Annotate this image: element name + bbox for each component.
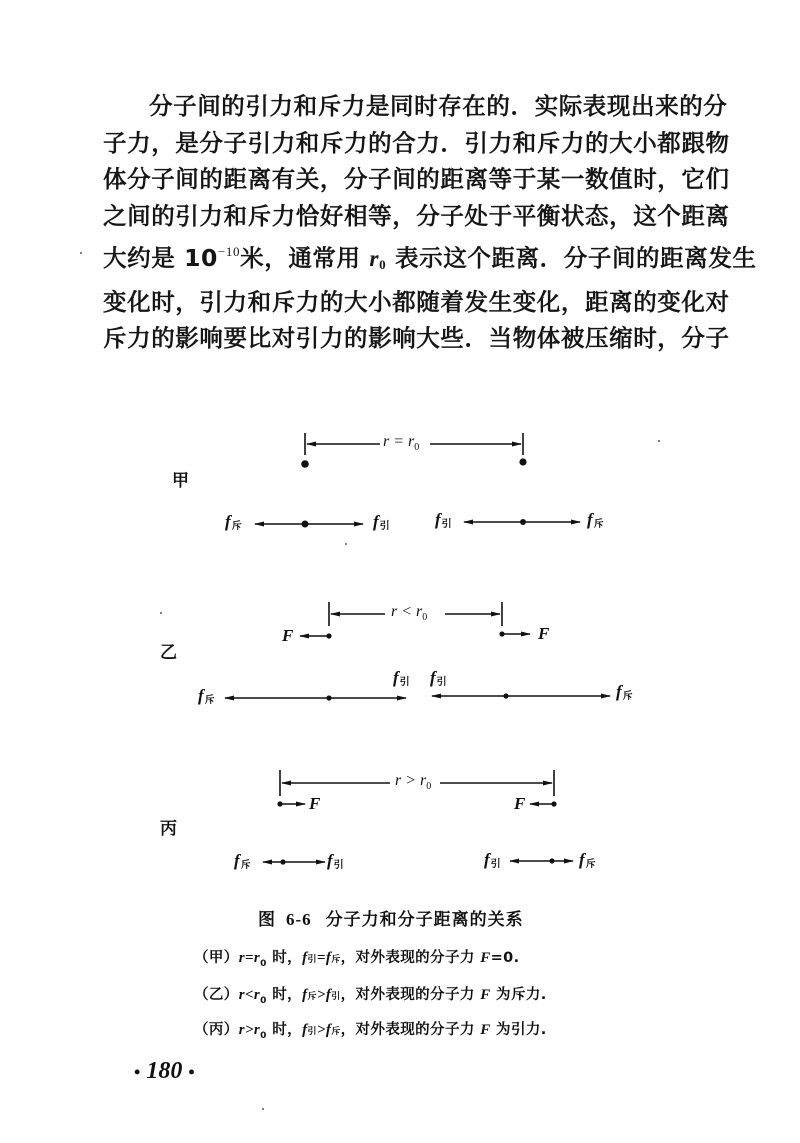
caption-title: 分子力和分子距离的关系 <box>325 910 524 930</box>
f-subscript: 斥 <box>240 860 251 871</box>
force-label <box>587 510 604 530</box>
force-label <box>430 668 447 688</box>
net-force-label: F <box>309 794 321 813</box>
force-label <box>435 510 452 530</box>
dimension-subscript: 0 <box>414 442 420 454</box>
scan-speck <box>262 1108 264 1110</box>
caption-note-yi <box>194 983 547 1006</box>
note-force-b: f引 <box>325 987 341 1003</box>
scan-speck <box>160 612 162 614</box>
note-text: 为引力. <box>490 1022 547 1038</box>
panel-label-jia: 甲 <box>172 471 189 491</box>
dimension-label-greater <box>392 772 434 792</box>
f-subscript: 引 <box>490 859 501 870</box>
net-force-label: F <box>538 624 550 643</box>
f-subscript: 引 <box>436 677 447 688</box>
note-force-b: f斥 <box>325 950 341 966</box>
paragraph-line: 体分子间的距离有关，分子间的距离等于某一数值时，它们 <box>103 165 730 193</box>
text-fragment: 表示这个距离．分子间的距离发生 <box>386 244 757 272</box>
note-force-b: f斥 <box>325 1022 341 1038</box>
text-fragment: 米，通常用 <box>240 244 370 272</box>
note-text: ，对外表现的分子力 <box>340 987 481 1003</box>
f-symbol: f <box>225 512 231 531</box>
page-number-value: 180 <box>146 1058 183 1084</box>
dimension-text: r < r <box>391 603 423 620</box>
note-condition: r>r <box>238 1022 261 1038</box>
paragraph-line: 斥力的影响要比对引力的影响大些．当物体被压缩时，分子 <box>103 324 730 352</box>
note-text: ，对外表现的分子力 <box>340 1022 481 1038</box>
f-symbol: f <box>234 851 240 870</box>
force-label <box>198 686 215 706</box>
note-text: 为斥力. <box>490 987 547 1003</box>
force-label <box>393 668 410 688</box>
text-fragment: 大约是 10 <box>103 244 218 272</box>
force-label <box>616 682 633 702</box>
scan-speck <box>345 543 347 545</box>
f-symbol: f <box>393 668 399 687</box>
force-label <box>327 851 344 871</box>
scan-speck <box>80 252 82 254</box>
dimension-subscript: 0 <box>422 612 428 624</box>
panel-label-bing: 丙 <box>160 819 177 839</box>
panel-label-yi: 乙 <box>160 643 177 663</box>
f-subscript: 引 <box>399 677 410 688</box>
note-net-force: F <box>480 1022 491 1038</box>
force-label <box>484 850 501 870</box>
f-symbol: f <box>484 850 490 869</box>
paragraph-line: 分子间的引力和斥力是同时存在的．实际表现出来的分 <box>149 92 728 120</box>
net-force-label: F <box>514 794 526 813</box>
f-subscript: 斥 <box>622 691 633 702</box>
note-tag: （丙） <box>194 1022 239 1038</box>
note-text: 时， <box>266 950 303 966</box>
paragraph-line: 变化时，引力和斥力的大小都随着发生变化，距离的变化对 <box>103 287 730 316</box>
note-net-force: F <box>480 987 491 1003</box>
force-label <box>579 850 596 870</box>
f-subscript: 引 <box>333 860 344 871</box>
note-force-a: f引 <box>302 1022 317 1038</box>
f-subscript: 斥 <box>585 859 596 870</box>
paragraph-line: 之间的引力和斥力恰好相等，分子处于平衡状态，这个距离 <box>103 201 730 230</box>
f-symbol: f <box>327 851 333 870</box>
dimension-text: r > r <box>395 772 427 789</box>
f-subscript: 斥 <box>593 519 604 530</box>
note-text: ，对外表现的分子力 <box>340 950 481 966</box>
note-force-a: f斥 <box>302 987 317 1003</box>
net-force-label: F <box>282 626 294 645</box>
note-net-force: F <box>480 950 491 966</box>
note-operator: > <box>316 1022 326 1038</box>
note-tag: （甲） <box>194 950 239 966</box>
dimension-subscript: 0 <box>426 781 432 793</box>
f-symbol: f <box>616 682 622 701</box>
f-symbol: f <box>579 850 585 869</box>
page-number <box>134 1058 195 1085</box>
f-subscript: 引 <box>441 519 452 530</box>
f-symbol: f <box>373 512 379 531</box>
note-text: 时， <box>266 987 303 1003</box>
paragraph-line: 子力，是分子引力和斥力的合力．引力和斥力的大小都跟物 <box>103 128 730 157</box>
note-force-a: f引 <box>302 950 317 966</box>
caption-note-bing <box>194 1018 547 1041</box>
bullet-icon: • <box>188 1062 195 1082</box>
f-subscript: 引 <box>379 521 390 532</box>
force-label <box>373 512 390 532</box>
note-subscript: 0 <box>260 995 267 1006</box>
f-subscript: 斥 <box>231 521 242 532</box>
subscript: 0 <box>379 257 387 272</box>
f-symbol: f <box>435 510 441 529</box>
note-subscript: 0 <box>260 958 267 969</box>
force-label <box>234 851 251 871</box>
figure-caption <box>258 905 524 930</box>
f-subscript: 斥 <box>204 695 215 706</box>
note-tag: （乙） <box>194 987 239 1003</box>
variable-r: r <box>369 246 380 272</box>
figure-number: 6-6 <box>286 910 312 929</box>
exponent: −10 <box>217 244 241 259</box>
note-text: =0. <box>490 950 520 966</box>
dimension-label-equal <box>380 433 422 453</box>
f-symbol: f <box>430 668 436 687</box>
note-text: 时， <box>266 1022 303 1038</box>
scan-speck <box>658 440 660 442</box>
note-subscript: 0 <box>260 1030 267 1041</box>
f-symbol: f <box>198 686 204 705</box>
force-label <box>225 512 242 532</box>
note-condition: r<r <box>238 987 261 1003</box>
dimension-text: r = r <box>383 433 415 450</box>
note-condition: r=r <box>238 950 261 966</box>
bullet-icon: • <box>134 1062 141 1082</box>
dimension-label-less <box>388 603 430 623</box>
f-symbol: f <box>587 510 593 529</box>
note-operator: = <box>316 950 326 966</box>
note-operator: > <box>316 987 326 1003</box>
caption-note-jia <box>194 946 520 969</box>
caption-prefix: 图 <box>258 910 276 930</box>
